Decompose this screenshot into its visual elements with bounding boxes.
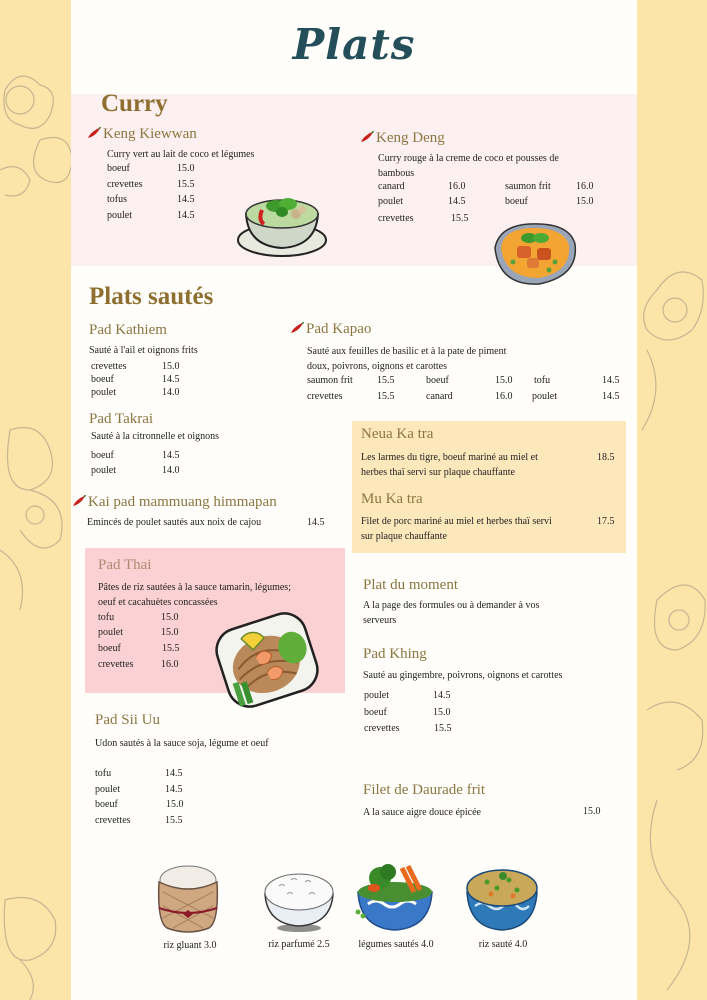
item-name: boeuf [91,450,114,461]
page-title: Plats [292,20,416,69]
item-name: boeuf [91,374,114,385]
item-price: 15.5 [177,179,195,190]
item-price: 17.5 [597,516,615,527]
item-price: 16.0 [576,181,594,192]
description-line: herbes thaï servi sur plaque chauffante [361,467,515,478]
item-price: 14.5 [602,375,620,386]
item-name: poulet [364,690,389,701]
item-name: crevettes [107,179,143,190]
item-price: 15.0 [162,361,180,372]
vegetable-bowl-icon [354,858,436,934]
rice-bowl-icon [261,868,337,932]
description-line: Curry rouge à la creme de coco et pousses de [378,153,559,164]
chili-icon [72,495,86,507]
dish-name-label: Kai pad mammuang himmapan [88,494,277,510]
dish-keng-deng [360,130,445,147]
item-price: 14.5 [177,194,195,205]
pad-thai-plate-image [207,610,327,710]
description-line: A la page des formules ou à demander à vos [363,600,540,611]
green-curry-bowl-image [234,184,330,262]
flower-decoration-left-mid [0,420,75,620]
item-name: crevettes [95,815,131,826]
item-price: 15.5 [377,391,395,402]
description-line: oeuf et cacahuètes concassées [98,597,218,608]
item-name: crevettes [378,213,414,224]
dish-name-label: Keng Kiewwan [103,126,197,142]
side-label: riz sauté 4.0 [478,939,528,950]
dish-name-label: Pad Thai [98,557,152,573]
item-name: crevettes [307,391,343,402]
dish-name-label: Plat du moment [363,577,458,593]
item-price: 15.0 [161,612,179,623]
dish-pad-takrai [89,411,153,428]
item-name: poulet [91,465,116,476]
item-price: 16.0 [495,391,513,402]
item-name: boeuf [95,799,118,810]
dish-description: Sauté à l'ail et oignons frits [89,345,198,356]
dish-description [307,344,627,374]
item-price: 14.0 [162,387,180,398]
item-price: 15.5 [165,815,183,826]
item-price: 14.5 [165,784,183,795]
dish-description [363,598,593,628]
item-name: poulet [91,387,116,398]
sticky-rice-basket-icon [153,862,223,936]
chili-icon [290,322,304,334]
item-price: 14.5 [448,196,466,207]
description-line: serveurs [363,615,397,626]
dish-description: Udon sautés à la sauce soja, légume et oeuf [95,738,269,749]
item-name: tofu [95,768,112,779]
section-title-curry: Curry [101,90,168,117]
item-price: 15.5 [162,643,180,654]
item-price: 14.5 [165,768,183,779]
description-line: sur plaque chauffante [361,531,447,542]
flower-decoration-right-bottom [637,560,707,1000]
dish-pad-kapao [290,321,371,338]
menu-page [71,0,637,1000]
fried-rice-bowl-icon [463,864,541,934]
dish-description [98,580,343,610]
chili-icon [360,131,374,143]
dish-mu-ka-tra [361,491,423,508]
item-name: poulet [532,391,557,402]
red-curry-dish-image [489,218,581,290]
dish-name-label: Pad Takrai [89,411,154,427]
item-name: saumon frit [307,375,353,386]
item-price: 14.5 [162,374,180,385]
side-label: riz gluant 3.0 [163,940,217,951]
item-name: poulet [378,196,403,207]
item-price: 14.5 [602,391,620,402]
description-line: doux, poivrons, oignons et carottes [307,361,447,372]
item-name: boeuf [505,196,528,207]
item-price: 15.0 [576,196,594,207]
item-price: 16.0 [161,659,179,670]
description-line: Sauté aux feuilles de basilic et à la pate de piment [307,346,507,357]
dish-pad-khing [363,646,427,663]
chili-icon [87,127,101,139]
dish-pad-kathiem [89,322,167,339]
dish-keng-kiewwan [87,126,197,143]
item-name: saumon frit [505,181,551,192]
dish-description: Curry vert au lait de coco et légumes [107,149,255,160]
item-price: 15.5 [377,375,395,386]
item-name: canard [378,181,405,192]
flower-decoration-left-top [0,60,75,220]
item-price: 15.0 [495,375,513,386]
dish-description [378,151,608,181]
item-name: boeuf [98,643,121,654]
description-line: Pâtes de riz sautées à la sauce tamarin, légumes; [98,582,291,593]
flower-decoration-right-top [637,260,707,440]
dish-name-label: Filet de Daurade frit [363,782,486,798]
dish-kai-pad-mammuang-himmapan [72,494,277,511]
item-name: crevettes [98,659,134,670]
dish-description: A la sauce aigre douce épicée [363,807,481,818]
item-price: 15.5 [451,213,469,224]
item-name: tofu [98,612,115,623]
item-price: 14.0 [162,465,180,476]
item-price: 14.5 [307,517,325,528]
section-title-plats-sautes: Plats sautés [89,283,214,310]
item-name: tofus [107,194,127,205]
dish-plat-du-moment [363,577,458,594]
dish-description: Sauté au gingembre, poivrons, oignons et carottes [363,670,563,681]
item-price: 15.0 [177,163,195,174]
item-name: tofu [534,375,551,386]
item-price: 16.0 [448,181,466,192]
description-line: bambous [378,168,415,179]
item-name: poulet [107,210,132,221]
item-name: boeuf [426,375,449,386]
item-price: 18.5 [597,452,615,463]
flower-decoration-left-bottom [0,880,75,1000]
side-label: légumes sautés 4.0 [358,939,434,950]
dish-name-label: Neua Ka tra [361,426,434,442]
dish-name-label: Keng Deng [376,130,445,146]
item-price: 14.5 [433,690,451,701]
dish-description [361,450,591,480]
side-label: riz parfumé 2.5 [268,939,330,950]
item-name: poulet [95,784,120,795]
dish-description [361,514,596,544]
item-price: 15.0 [433,707,451,718]
item-name: canard [426,391,453,402]
item-name: crevettes [364,723,400,734]
dish-name-label: Mu Ka tra [361,491,423,507]
item-price: 15.5 [434,723,452,734]
dish-name-label: Pad Khing [363,646,427,662]
item-name: poulet [98,627,123,638]
item-price: 15.0 [583,806,601,817]
dish-pad-sii-uu [95,712,160,729]
dish-pad-thai [98,557,151,574]
item-price: 14.5 [162,450,180,461]
dish-description: Emincés de poulet sautés aux noix de cajou [87,517,262,528]
dish-neua-ka-tra [361,426,433,443]
item-name: boeuf [364,707,387,718]
item-price: 14.5 [177,210,195,221]
item-price: 15.0 [161,627,179,638]
dish-description: Sauté à la citronnelle et oignons [91,431,220,442]
dish-filet-de-daurade-frit [363,782,485,799]
description-line: Filet de porc mariné au miel et herbes thaï servi [361,516,552,527]
dish-name-label: Pad Sii Uu [95,712,161,728]
item-name: boeuf [107,163,130,174]
description-line: Les larmes du tigre, boeuf mariné au miel et [361,452,538,463]
dish-name-label: Pad Kapao [306,321,372,337]
item-price: 15.0 [166,799,184,810]
item-name: crevettes [91,361,127,372]
dish-name-label: Pad Kathiem [89,322,167,338]
